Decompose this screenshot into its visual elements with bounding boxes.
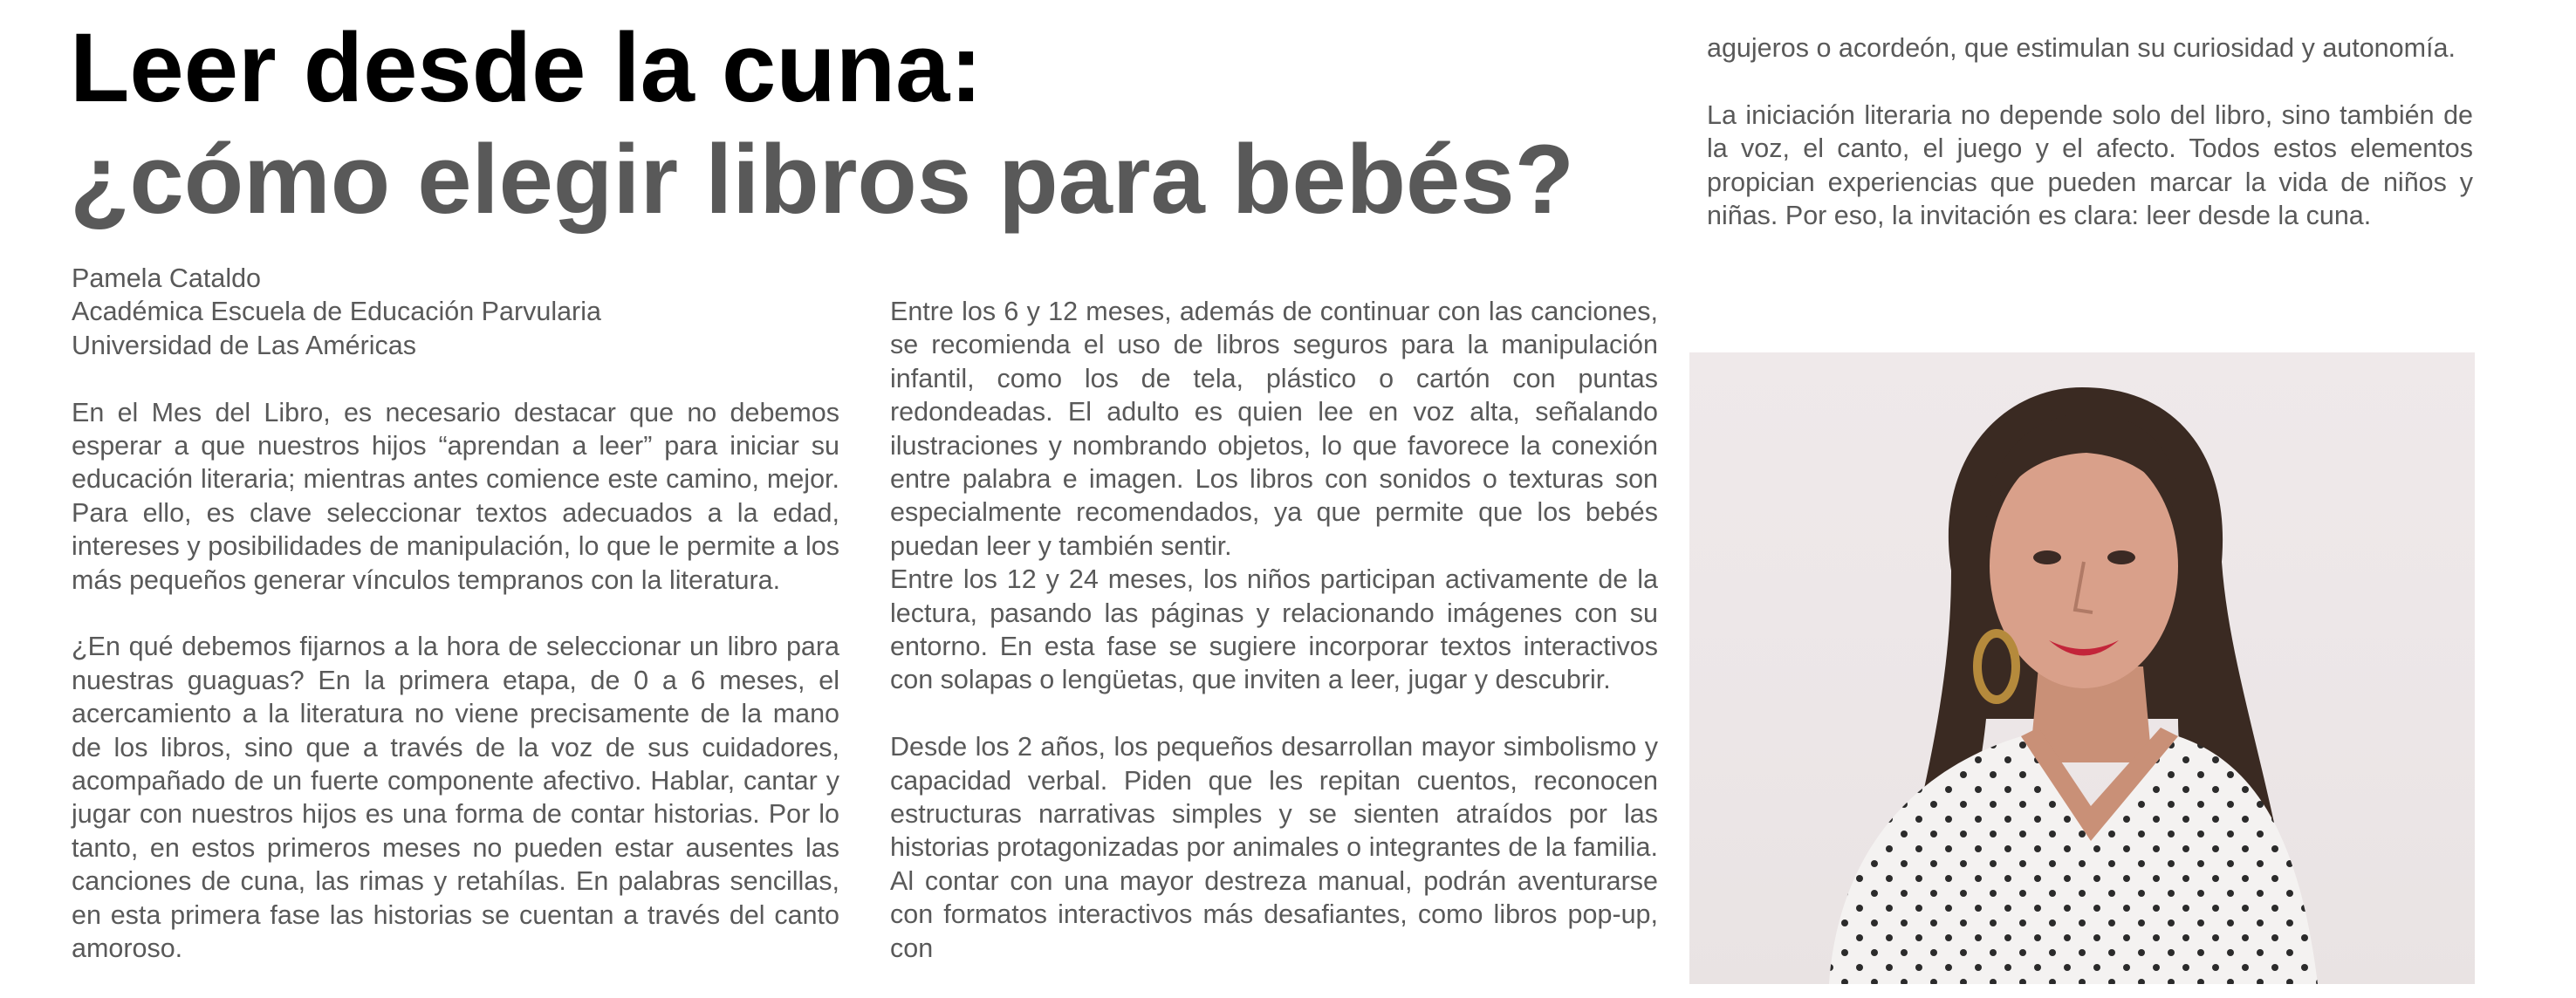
paragraph-0-6-months: ¿En qué debemos fijarnos a la hora de seleccionar un libro para nuestras guaguas? En la primera etapa, de 0 a 6 meses, el acercamiento a la literatura no viene precisamente de la mano de los libros, sino que a través de la voz de sus cuidadores, acompañado de un fuerte componente afectivo. Hablar, cantar y jugar con nuestros hijos es una forma de contar historias. Por lo tanto, en estos primeros meses no pueden estar ausentes las canciones de cuna, las rimas y retahílas. En palabras sencillas, en esta primera fase las historias se cuentan a través del canto amoroso.: [72, 632, 839, 964]
author-name: Pamela Cataldo: [72, 263, 262, 293]
paragraph-continuation: agujeros o acordeón, que estimulan su curiosidad y autonomía.: [1707, 33, 2456, 63]
paragraph-conclusion: La iniciación literaria no depende solo del libro, sino también de la voz, el canto, el juego y el afecto. Todos estos elementos propician experiencias que pueden marcar la vida de niños y niñas. Por eso, la invitación es clara: leer desde la cuna.: [1707, 99, 2473, 231]
author-block: [72, 262, 839, 362]
column-1: [72, 262, 839, 966]
paragraph-6-12-months: Entre los 6 y 12 meses, además de continuar con las canciones, se recomienda el uso de libros seguros para la manipulación infantil, como los de tela, plástico o cartón con puntas redondeadas. El adulto es quien lee en voz alta, señalando ilustraciones y nombrando objetos, lo que favorece la conexión entre palabra e imagen. Los libros con sonidos o texturas son especialmente recomendados, ya que permite que los bebés puedan leer y también sentir.: [890, 297, 1658, 561]
author-portrait-illustration: [1689, 352, 2475, 984]
column-3: [1707, 31, 2473, 232]
paragraph-12-24-months: Entre los 12 y 24 meses, los niños participan activamente de la lectura, pasando las páginas y relacionando imágenes con su entorno. En esta fase se sugiere incorporar textos interactivos con solapas o lengüetas, que inviten a leer, jugar y descubrir.: [890, 564, 1658, 695]
paragraph-intro: En el Mes del Libro, es necesario destacar que no debemos esperar a que nuestros hijos “aprendan a leer” para iniciar su educación literaria; mientras antes comience este camino, mejor. Para ello, es clave seleccionar textos adecuados a la edad, intereses y posibilidades de manipulación, lo que le permite a los más pequeños generar vínculos tempranos con la literatura.: [72, 397, 839, 595]
author-position: Académica Escuela de Educación Parvularia: [72, 297, 601, 327]
paragraph-2-years: Desde los 2 años, los pequeños desarrollan mayor simbolismo y capacidad verbal. Piden que les repitan cuentos, reconocen estructuras narrativas simples y se sienten atraídos por las historias protagonizadas por animales o integrantes de la familia. Al contar con una mayor destreza manual, podrán aventurarse con formatos interactivos más desafiantes, como libros pop-up, con: [890, 732, 1658, 963]
author-photo: [1689, 352, 2475, 984]
author-institution: Universidad de Las Américas: [72, 330, 416, 360]
headline-line-1: Leer desde la cuna:: [70, 13, 983, 122]
headline-line-2: ¿cómo elegir libros para bebés?: [70, 125, 1575, 234]
column-2: [890, 295, 1658, 965]
